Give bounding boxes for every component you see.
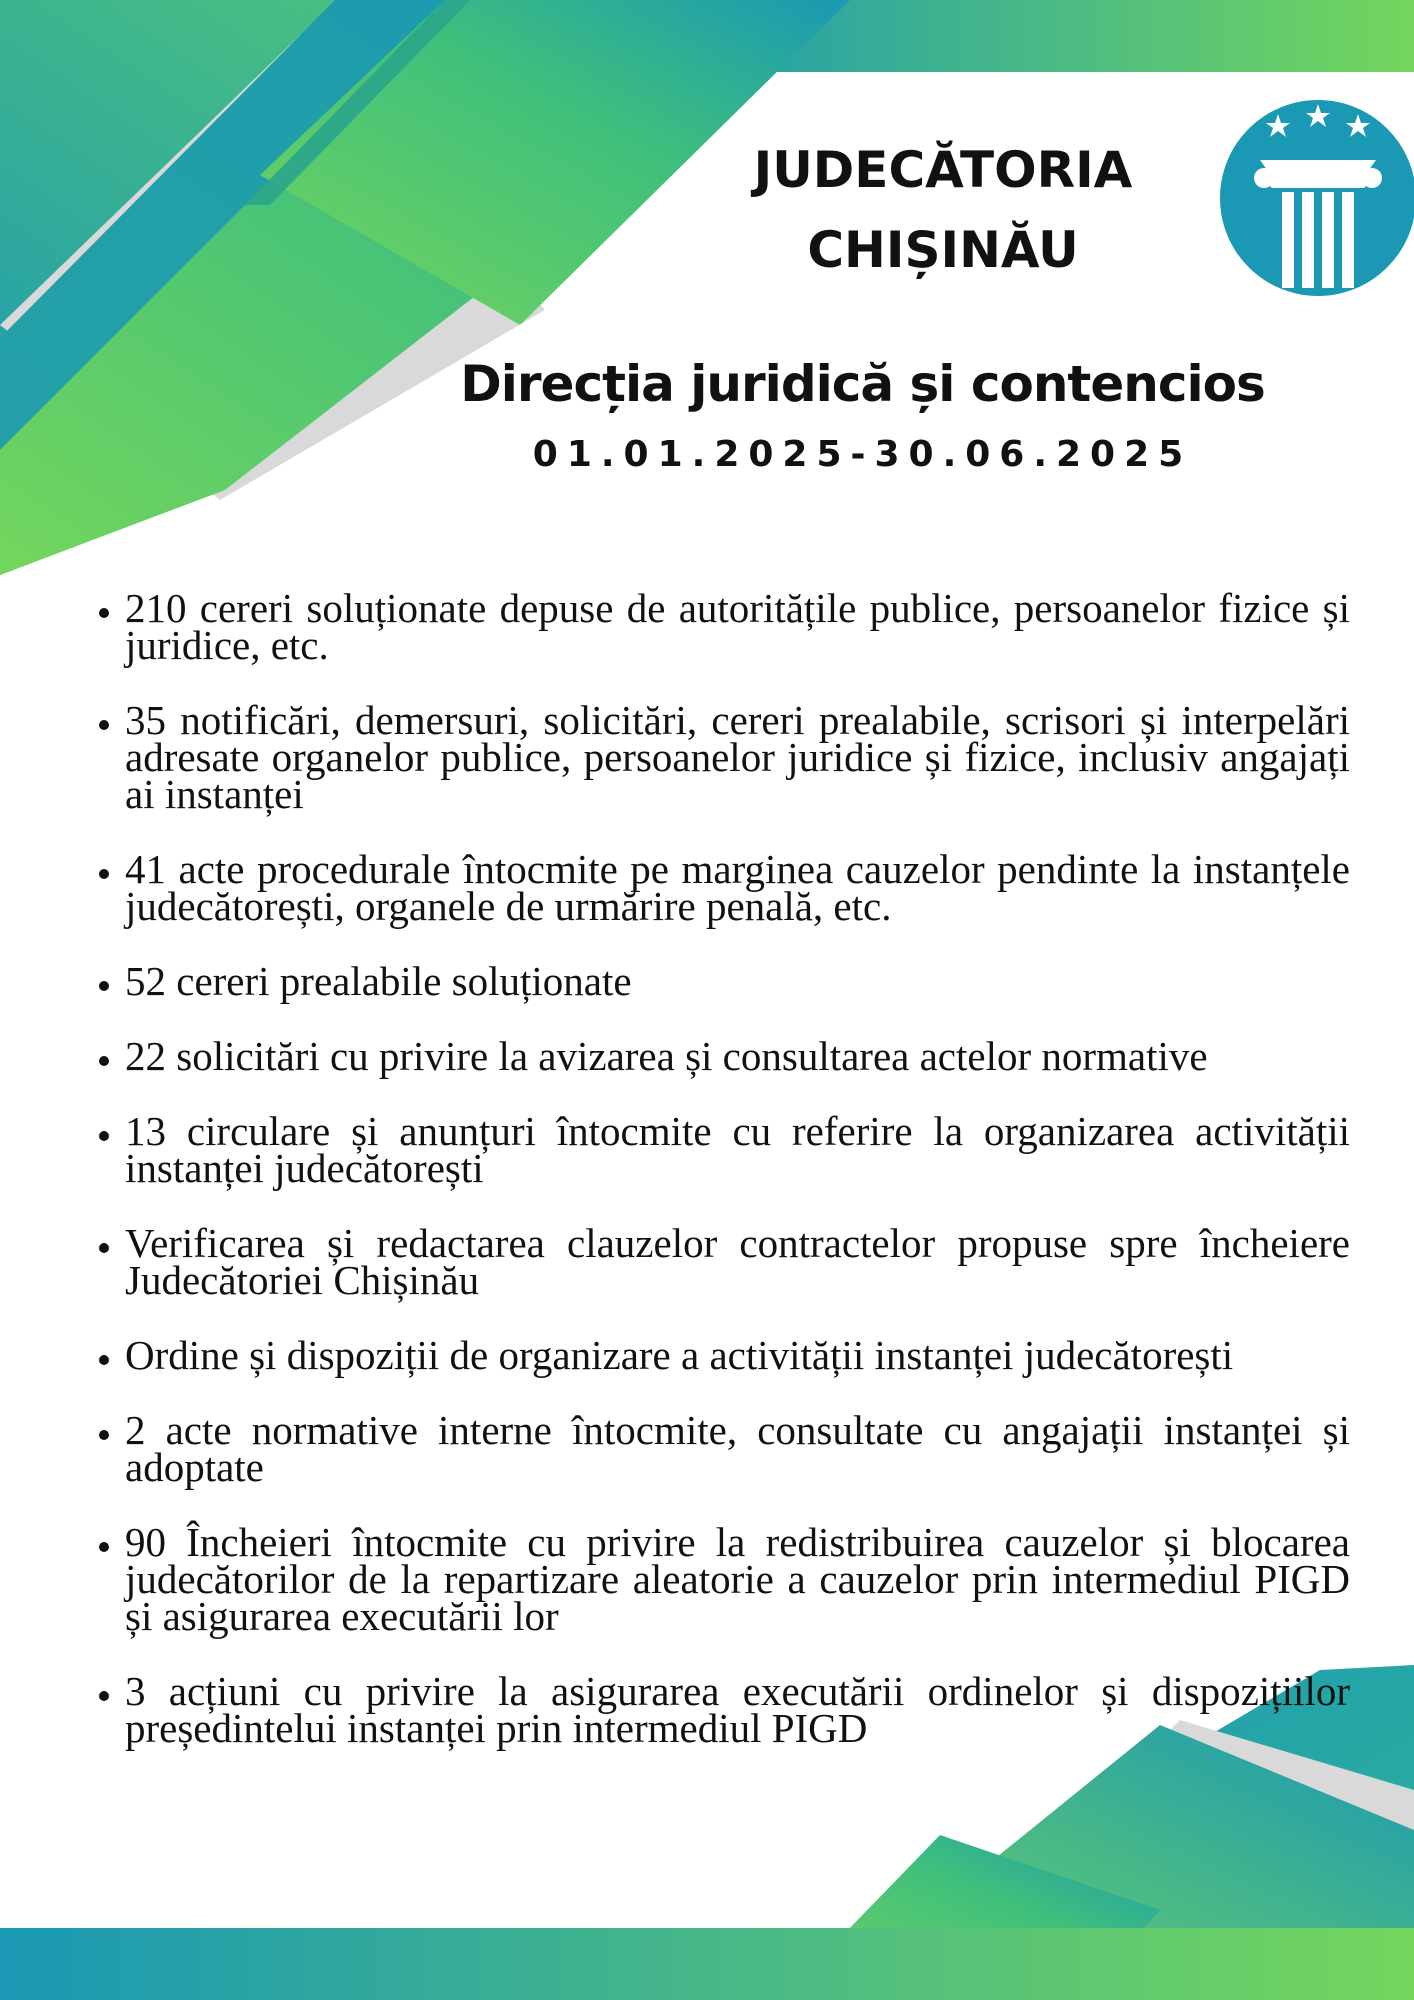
list-item: • 2 acte normative interne întocmite, consultate cu angajații instanței și adoptate bbox=[125, 1412, 1350, 1486]
list-item: • 13 circulare și anunțuri întocmite cu referire la organizarea activității instanței judecătorești bbox=[125, 1113, 1350, 1187]
list-item: • 3 acțiuni cu privire la asigurarea executării ordinelor și dispozițiilor președintelui instanței prin intermediul PIGD bbox=[125, 1673, 1350, 1747]
court-name bbox=[700, 130, 1186, 290]
court-logo bbox=[1220, 100, 1414, 296]
department-title: Direcția juridică și contencios bbox=[460, 355, 1265, 413]
list-item: • Verificarea și redactarea clauzelor contractelor propuse spre încheiere Judecătoriei Chișinău bbox=[125, 1225, 1350, 1299]
list-item: • Ordine și dispoziții de organizare a activității instanței judecătorești bbox=[125, 1337, 1350, 1374]
list-item: • 90 Încheieri întocmite cu privire la redistribuirea cauzelor și blocarea judecătorilor de la repartizare aleatorie a cauzelor prin intermediul PIGD și asigurarea executării lor bbox=[125, 1524, 1350, 1635]
list-item: • 35 notificări, demersuri, solicitări, cereri prealabile, scrisori și interpelări adresate organelor publice, persoanelor juridice și fizice, inclusiv angajați ai instanței bbox=[125, 702, 1350, 813]
list-item: • 41 acte procedurale întocmite pe marginea cauzelor pendinte la instanțele judecătorești, organele de urmărire penală, etc. bbox=[125, 851, 1350, 925]
activity-list bbox=[80, 585, 1350, 1785]
court-name-line1: JUDECĂTORIA bbox=[753, 141, 1133, 199]
list-item: • 210 cereri soluționate depuse de autoritățile publice, persoanelor fizice și juridice, etc. bbox=[125, 590, 1350, 664]
logo-circle bbox=[1220, 100, 1414, 296]
report-period: 01.01.2025-30.06.2025 bbox=[532, 434, 1193, 475]
court-name-line2: CHIȘINĂU bbox=[807, 221, 1079, 279]
list-item: • 22 solicitări cu privire la avizarea și consultarea actelor normative bbox=[125, 1038, 1350, 1075]
list-item: • 52 cereri prealabile soluționate bbox=[125, 963, 1350, 1000]
